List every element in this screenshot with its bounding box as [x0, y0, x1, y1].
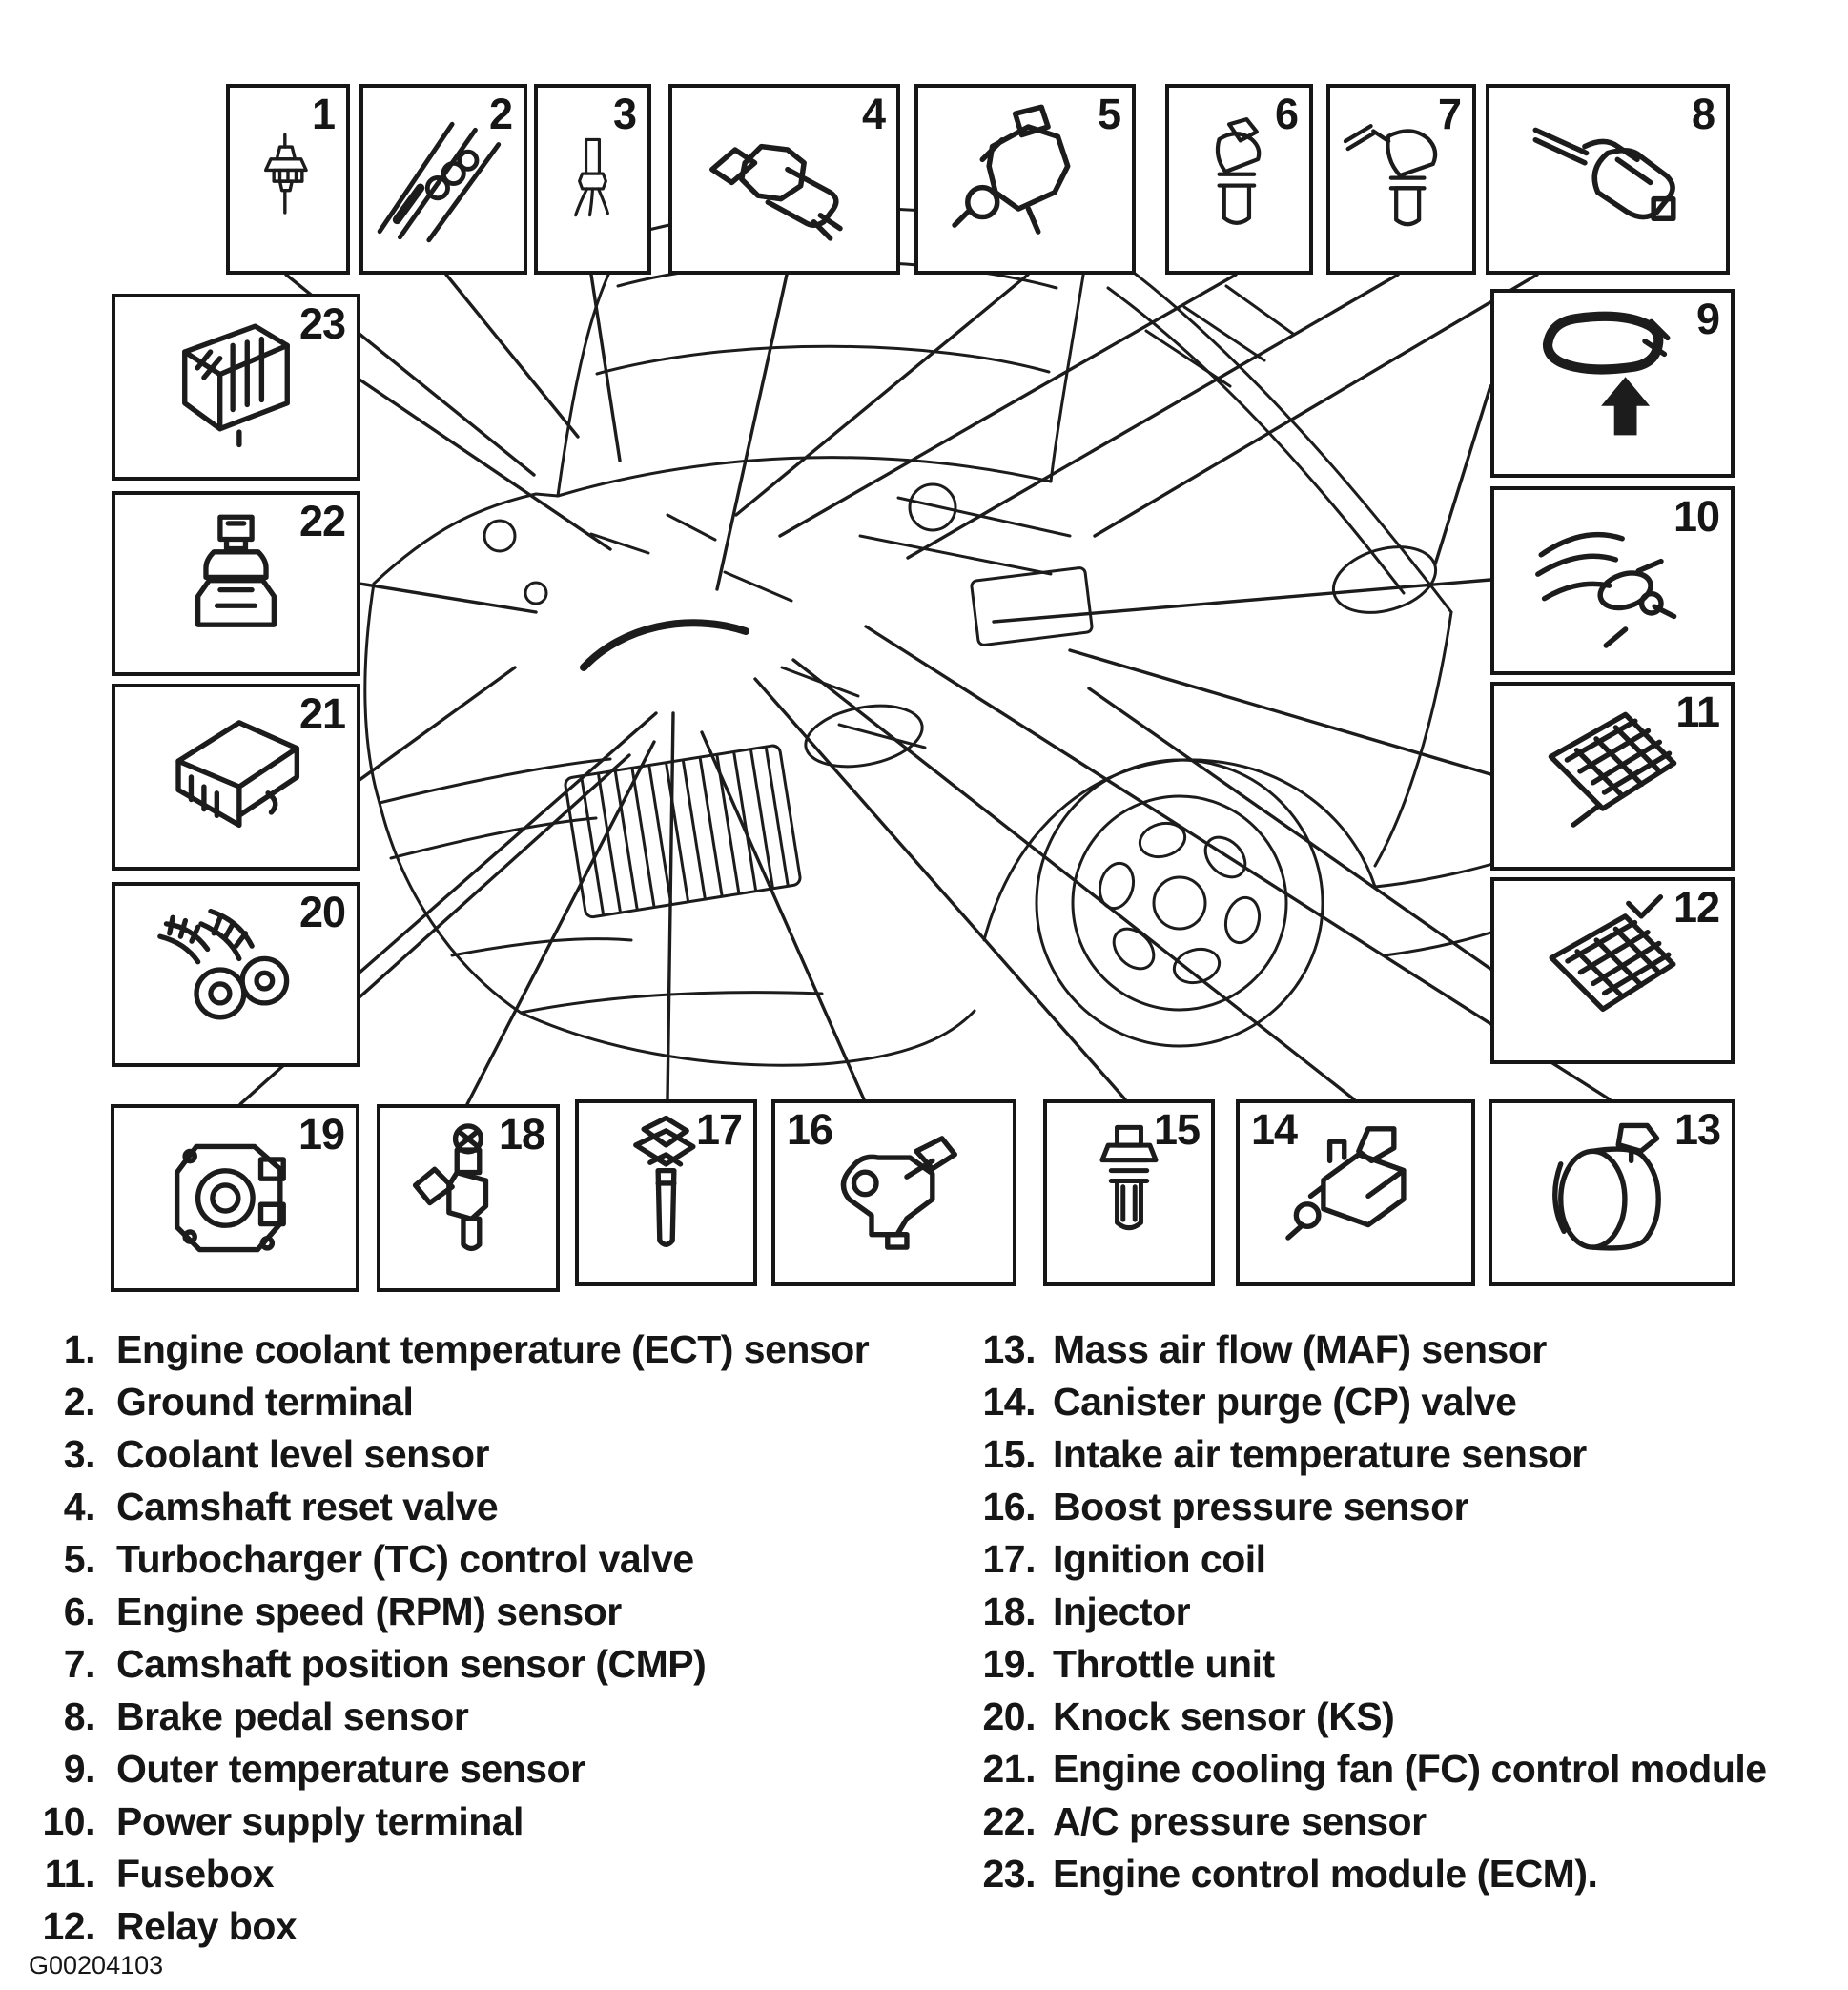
part-box-8	[1486, 84, 1730, 275]
legend-text: Ignition coil	[1053, 1537, 1266, 1581]
legend-number: 19.	[982, 1642, 1036, 1686]
legend-text: Camshaft position sensor (CMP)	[116, 1642, 707, 1686]
part-box-4	[668, 84, 900, 275]
part-box-13	[1489, 1099, 1735, 1286]
part-number: 9	[1695, 295, 1719, 343]
legend-number: 16.	[982, 1485, 1036, 1528]
part-box-16	[771, 1099, 1016, 1286]
part-number: 7	[1437, 90, 1461, 138]
legend-number: 3.	[63, 1432, 95, 1476]
part-number: 3	[612, 90, 636, 138]
legend-item-23	[954, 1852, 1767, 1904]
part-box-2	[359, 84, 527, 275]
legend-item-8	[34, 1694, 869, 1747]
legend-number: 13.	[982, 1327, 1036, 1371]
legend-right-column	[954, 1327, 1767, 1904]
legend-text: Engine cooling fan (FC) control module	[1053, 1747, 1767, 1791]
part-box-19	[111, 1104, 359, 1292]
legend-text: Throttle unit	[1053, 1642, 1275, 1686]
legend-item-13	[954, 1327, 1767, 1380]
legend-item-1	[34, 1327, 869, 1380]
legend-item-18	[954, 1590, 1767, 1642]
legend-item-10	[34, 1799, 869, 1852]
part-box-12	[1490, 877, 1735, 1064]
part-box-1	[226, 84, 350, 275]
legend-text: A/C pressure sensor	[1053, 1799, 1427, 1843]
part-number: 17	[695, 1105, 742, 1154]
brake-pedal-sensor-icon	[1497, 97, 1718, 261]
part-number: 18	[498, 1110, 544, 1159]
part-box-3	[534, 84, 651, 275]
legend-left-column	[34, 1327, 869, 1957]
part-number: 15	[1153, 1105, 1200, 1154]
legend-number: 11.	[44, 1852, 95, 1896]
legend-item-12	[34, 1904, 869, 1957]
legend-text: Injector	[1053, 1590, 1191, 1633]
legend-text: Ground terminal	[116, 1380, 414, 1424]
legend-text: Engine control module (ECM).	[1053, 1852, 1598, 1896]
part-number: 20	[298, 888, 345, 936]
part-box-21	[112, 684, 360, 871]
legend-number: 1.	[63, 1327, 95, 1371]
part-number: 10	[1673, 492, 1719, 541]
legend-text: Canister purge (CP) valve	[1053, 1380, 1517, 1424]
part-number: 8	[1691, 90, 1715, 138]
legend-item-19	[954, 1642, 1767, 1694]
part-box-14	[1236, 1099, 1475, 1286]
part-box-17	[575, 1099, 757, 1286]
part-number: 16	[787, 1105, 833, 1154]
leader-lines	[240, 275, 1610, 1104]
legend-number: 23.	[982, 1852, 1036, 1896]
legend-text: Engine coolant temperature (ECT) sensor	[116, 1327, 870, 1371]
legend-item-14	[954, 1380, 1767, 1432]
part-number: 19	[298, 1110, 344, 1159]
legend-number: 12.	[42, 1904, 95, 1948]
part-box-22	[112, 491, 360, 676]
part-number: 14	[1251, 1105, 1298, 1154]
legend-number: 18.	[982, 1590, 1036, 1633]
legend-text: Intake air temperature sensor	[1053, 1432, 1587, 1476]
part-box-10	[1490, 486, 1735, 675]
legend-number: 5.	[63, 1537, 95, 1581]
part-number: 12	[1673, 883, 1719, 932]
legend-number: 6.	[63, 1590, 95, 1633]
legend-item-11	[34, 1852, 869, 1904]
part-box-7	[1326, 84, 1476, 275]
legend-text: Relay box	[116, 1904, 298, 1948]
legend-text: Engine speed (RPM) sensor	[116, 1590, 622, 1633]
part-number: 13	[1673, 1105, 1720, 1154]
legend-number: 22.	[982, 1799, 1036, 1843]
legend-number: 15.	[982, 1432, 1036, 1476]
part-number: 11	[1675, 687, 1719, 736]
legend-text: Boost pressure sensor	[1053, 1485, 1469, 1528]
legend-item-15	[954, 1432, 1767, 1485]
legend-number: 10.	[42, 1799, 95, 1843]
part-number: 22	[298, 497, 345, 545]
legend-number: 8.	[63, 1694, 95, 1738]
legend-item-4	[34, 1485, 869, 1537]
legend-text: Mass air flow (MAF) sensor	[1053, 1327, 1547, 1371]
part-box-23	[112, 294, 360, 481]
legend-text: Power supply terminal	[116, 1799, 524, 1843]
legend-item-21	[954, 1747, 1767, 1799]
figure-code: G00204103	[29, 1951, 164, 1980]
legend-number: 9.	[63, 1747, 95, 1791]
legend-number: 2.	[63, 1380, 95, 1424]
legend-item-7	[34, 1642, 869, 1694]
legend-item-9	[34, 1747, 869, 1799]
part-box-15	[1043, 1099, 1215, 1286]
camshaft-reset-valve-icon	[680, 97, 889, 261]
legend-text: Outer temperature sensor	[116, 1747, 585, 1791]
legend-text: Turbocharger (TC) control valve	[116, 1537, 694, 1581]
legend-item-16	[954, 1485, 1767, 1537]
legend-number: 14.	[982, 1380, 1036, 1424]
legend-item-20	[954, 1694, 1767, 1747]
legend-item-22	[954, 1799, 1767, 1852]
part-number: 2	[488, 90, 512, 138]
part-number: 1	[311, 90, 335, 138]
legend-number: 7.	[63, 1642, 95, 1686]
part-box-11	[1490, 682, 1735, 871]
legend-text: Camshaft reset valve	[116, 1485, 499, 1528]
legend-item-2	[34, 1380, 869, 1432]
legend-text: Coolant level sensor	[116, 1432, 490, 1476]
mirror-arrow-icon	[1502, 302, 1723, 464]
part-number: 4	[861, 90, 885, 138]
tc-control-valve-icon	[926, 97, 1124, 261]
part-box-6	[1165, 84, 1313, 275]
legend-item-17	[954, 1537, 1767, 1590]
grille	[565, 745, 801, 918]
legend-text: Brake pedal sensor	[116, 1694, 469, 1738]
part-number: 5	[1097, 90, 1120, 138]
legend-text: Fusebox	[116, 1852, 275, 1896]
part-box-18	[377, 1104, 560, 1292]
legend-number: 21.	[982, 1747, 1036, 1791]
legend-number: 4.	[63, 1485, 95, 1528]
legend-item-5	[34, 1537, 869, 1590]
legend-number: 20.	[982, 1694, 1036, 1738]
legend-item-3	[34, 1432, 869, 1485]
part-number: 23	[298, 299, 345, 348]
legend-number: 17.	[982, 1537, 1036, 1581]
part-box-9	[1490, 289, 1735, 478]
part-number: 21	[298, 689, 345, 738]
part-box-20	[112, 882, 360, 1067]
legend-text: Knock sensor (KS)	[1053, 1694, 1395, 1738]
part-number: 6	[1274, 90, 1298, 138]
part-box-5	[914, 84, 1136, 275]
legend-item-6	[34, 1590, 869, 1642]
car-body	[365, 208, 1503, 1142]
